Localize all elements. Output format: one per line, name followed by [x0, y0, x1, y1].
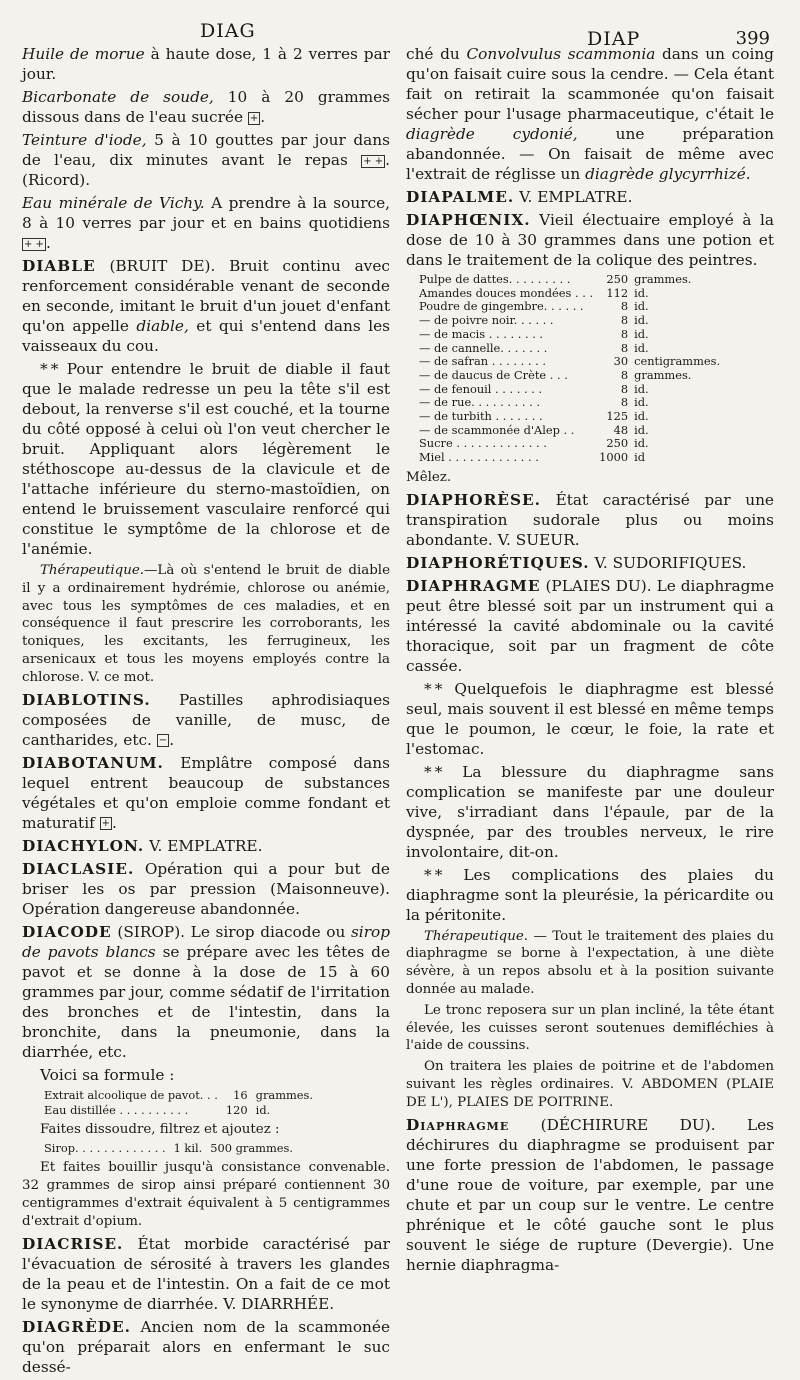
formula-row	[416, 300, 723, 314]
term: Convolvulus scammonia	[466, 45, 656, 63]
formula-row	[416, 287, 723, 301]
unit: id.	[255, 1102, 271, 1117]
unit: id.	[634, 285, 649, 300]
text: à haute dose, 1 à 2 verres par jour.	[22, 45, 390, 83]
formula-row	[416, 314, 723, 328]
formula-row	[416, 451, 723, 465]
unit: id.	[634, 299, 649, 314]
paragraph: Mêlez.	[406, 469, 452, 485]
ingredient-name: Sirop. . . . . . . . . . . . .	[44, 1141, 166, 1156]
formula-table-2	[40, 1141, 297, 1156]
headword: DIACLASIE.	[22, 859, 135, 878]
page-number: 399	[735, 28, 770, 49]
quantity: 8	[620, 299, 629, 314]
paragraph	[22, 359, 390, 559]
paragraph	[22, 562, 390, 687]
headword: DIACODE	[22, 922, 112, 941]
headword: DIACHYLON.	[22, 836, 145, 855]
text: Les déchirures du diaphragme se produisent par une forte pression de l'abdomen, le passage d'une roue de voiture, par exemple, par une chute et par un coup sur le ventre. Le centre phrénique et le côté gauche sont le plus souvent le siége de rupture (Devergie). Une hernie diaphragma-	[406, 1115, 774, 1274]
ingredient-name: Extrait alcoolique de pavot. . .	[44, 1087, 218, 1102]
ingredient-name: — de scammonée d'Alep . .	[419, 422, 575, 437]
text: A prendre à la source, 8 à 10 verres par jour et en bains quotidiens	[22, 194, 390, 232]
plus-box-icon: +	[249, 112, 259, 124]
paragraph: Et faites bouillir jusqu'à consistance convenable. 32 grammes de sirop ainsi préparé contiennent 30 centigrammes d'extrait équivalent à 5 centigrammes d'extrait d'opium.	[22, 1160, 390, 1229]
formula-row	[416, 273, 723, 287]
header-right-word: DIAP	[587, 28, 641, 50]
text: Opération qui a pour but de briser les os par pression (Maisonneuve). Opération dangereuse abandonnée.	[22, 859, 390, 918]
term: Bicarbonate de soude,	[22, 88, 214, 106]
headword: DIAGRÈDE.	[22, 1317, 131, 1336]
entry-diagrede	[22, 1317, 390, 1377]
formula-row	[416, 355, 723, 369]
paragraph: On traitera les plaies de poitrine et de l'abdomen suivant les règles ordinaires. V. ABDOMEN (PLAIE DE L'), PLAIES DE POITRINE.	[406, 1059, 774, 1110]
subhead: (SIROP).	[117, 922, 186, 941]
text: une préparation abandonnée. — On faisait de même avec l'extrait de réglisse un	[406, 125, 774, 183]
text: V. EMPLATRE.	[519, 188, 633, 206]
formula-row	[416, 410, 723, 424]
entry-diaphragme	[406, 576, 774, 676]
formula-row	[416, 437, 723, 451]
headword: DIAPALME.	[406, 188, 515, 206]
quantity: 30	[613, 354, 629, 369]
unit: centigrammes.	[634, 354, 721, 369]
entry-diagrede-cont	[406, 44, 774, 184]
unit: id.	[634, 395, 649, 410]
running-header	[22, 14, 774, 50]
quantity: 125	[606, 409, 629, 424]
unit: id.	[634, 436, 649, 451]
quantity: 1000	[599, 450, 629, 465]
ingredient-name: — de daucus de Crète . . .	[419, 367, 568, 382]
quantity: 250	[606, 436, 629, 451]
double-plus-box-icon: + +	[363, 155, 384, 167]
unit: grammes.	[634, 367, 692, 382]
quantity: 8	[620, 367, 629, 382]
headword: DIAPHORÉTIQUES.	[406, 553, 590, 572]
unit: id.	[634, 313, 649, 328]
paragraph	[406, 865, 774, 925]
ingredient-name: Miel . . . . . . . . . . . . .	[419, 450, 539, 465]
ingredient-name: — de fenouil . . . . . . .	[419, 381, 543, 396]
term: Thérapeutique.	[424, 928, 529, 944]
ingredient-name: — de macis . . . . . . . .	[419, 326, 544, 341]
text: — Tout le traitement des plaies du diaphragme se borne à l'expectation, à une diète sévère, à un repos absolu et à la position suivante donnée au malade.	[406, 928, 774, 998]
entry-diabotanum: DIABOTANUM. Emplâtre composé dans lequel entrent beaucoup de substances végétales et qu'on emploie comme fondant et maturatif + .	[22, 753, 390, 832]
left-column	[22, 44, 390, 1380]
quantity: 112	[606, 285, 629, 300]
term: diable,	[136, 317, 189, 335]
quantity: 120	[225, 1102, 248, 1117]
text: Le diaphragme peut être blessé soit par un instrument qui a intéressé la cavité abdominale ou la cavité thoracique, soit par un fragment de côte cassée.	[406, 576, 774, 675]
ingredient-name: — de rue. . . . . . . . . .	[419, 395, 540, 410]
entry-vichy: Eau minérale de Vichy. A prendre à la source, 8 à 10 verres par jour et en bains quotidiens + + .	[22, 194, 390, 252]
term: Teinture d'iode,	[22, 131, 147, 149]
quantity: 8	[620, 340, 629, 355]
text: Emplâtre composé dans lequel entrent beaucoup de substances végétales et qu'on emploie comme fondant et maturatif	[22, 753, 390, 832]
formula-row	[40, 1141, 297, 1156]
text: (Ricord).	[22, 171, 91, 189]
ingredient-name: Eau distillée . . . . . . . . . .	[44, 1102, 189, 1117]
asterism-icon: * *	[424, 679, 443, 698]
formula-row	[40, 1088, 317, 1103]
text: Pastilles aphrodisiaques composées de vanille, de musc, de cantharides, etc.	[22, 690, 390, 749]
text: État caractérisé par une transpiration sudorale plus ou moins abondante. V. SUEUR.	[406, 490, 774, 549]
unit: id	[634, 450, 646, 465]
entry-diacode	[22, 922, 390, 1062]
headword: DIAPHORÈSE.	[406, 490, 541, 509]
quantity: 16	[233, 1087, 248, 1102]
term: sirop de pavots blancs	[22, 922, 391, 961]
entry-diaphragme-dechirure	[406, 1115, 774, 1275]
text: V. SUDORIFIQUES.	[594, 553, 747, 572]
headword: DIABLE	[22, 257, 96, 275]
headword: DIABOTANUM.	[22, 753, 164, 772]
ingredient-name: Poudre de gingembre. . . . . .	[419, 299, 584, 314]
paragraph: Le tronc reposera sur un plan incliné, la tête étant élevée, les cuisses seront soutenues demifléchies à l'aide de coussins.	[406, 1002, 774, 1054]
text: La blessure du diaphragme sans complication se manifeste par une douleur vive, s'irradiant dans l'épaule, par de la dyspnée, par des troubles nerveux, le rire involontaire, dit-on.	[406, 762, 774, 861]
quantity: 8	[620, 381, 629, 396]
text: ché du	[406, 45, 460, 63]
text: État morbide caractérisé par l'évacuation de sérosité à travers les glandes de la peau et de l'intestin. On a fait de ce mot le synonyme de diarrhée. V. DIARRHÉE.	[22, 1234, 390, 1313]
term: Eau minérale de Vichy.	[22, 194, 205, 212]
text: Les complications des plaies du diaphragme sont la pleurésie, la péricardite ou la péritonite.	[406, 865, 774, 924]
formula-row	[416, 396, 723, 410]
text: Quelquefois le diaphragme est blessé seul, mais souvent il est blessé en même temps que le poumon, le cœur, le foie, la rate et l'estomac.	[406, 679, 774, 758]
text: Bruit continu avec renforcement considérable venant de seconde en seconde, imitant le bruit d'un jouet d'enfant qu'on appelle	[22, 257, 390, 335]
paragraph: Voici sa formule :	[40, 1065, 175, 1084]
formula-table-1	[40, 1088, 317, 1118]
text: dans un coing qu'on faisait cuire sous la cendre. — Cela étant fait on retirait la scammonée qu'on faisait sécher pour l'usage pharmaceutique, c'était le	[406, 45, 774, 123]
subhead: (PLAIES DU).	[545, 576, 652, 595]
entry-diaphorese	[406, 490, 774, 550]
double-plus-box-icon: + +	[24, 238, 44, 250]
asterism-icon: * *	[40, 360, 59, 378]
unit: id.	[634, 422, 649, 437]
unit: grammes.	[634, 272, 692, 286]
headword: Diaphragme	[406, 1115, 510, 1134]
term: Thérapeutique.	[40, 563, 145, 578]
text: 5 à 10 gouttes par jour dans de l'eau, dix minutes avant le repas	[22, 131, 390, 169]
quantity: 8	[620, 395, 629, 410]
ingredient-name: — de poivre noir. . . . . .	[419, 313, 554, 328]
asterism-icon: * *	[424, 865, 443, 884]
entry-diaphoretiques	[406, 553, 774, 573]
formula-row	[416, 328, 723, 342]
plus-box-icon: +	[101, 818, 111, 830]
formula-row	[40, 1103, 317, 1118]
headword: DIACRISE.	[22, 1234, 124, 1253]
unit: grammes.	[255, 1087, 314, 1102]
text: Pour entendre le bruit de diable il faut que le malade redresse un peu la tête s'il est debout, la renverse s'il est couché, et la tourne du côté opposé à celui où l'on veut chercher le bruit. Appliquant alors légèrement le stéthoscope au-dessus de la clavicule et de l'attache inférieure du sterno-mastoïdien, on entend le bruissement vasculaire renforcé qui constitue le symptôme de la chlorose et de l'anémie.	[22, 360, 390, 558]
paragraph	[406, 928, 774, 999]
entry-huile	[22, 44, 390, 84]
text: Vieil électuaire employé à la dose de 10 à 30 grammes dans une potion et dans le traitement de la colique des peintres.	[406, 211, 774, 269]
ingredient-name: Sucre . . . . . . . . . . . . .	[419, 436, 547, 451]
minus-box-icon: −	[158, 735, 168, 747]
subhead: (BRUIT DE).	[109, 257, 216, 275]
quantity: 1 kil.	[173, 1141, 203, 1156]
ingredient-name: Pulpe de dattes. . . . . . . . .	[419, 272, 571, 286]
unit: id.	[634, 381, 649, 396]
entry-diable	[22, 256, 390, 356]
ingredient-name: — de safran . . . . . . . .	[419, 354, 547, 369]
headword: DIAPHRAGME	[406, 576, 541, 595]
entry-diaphoenix	[406, 210, 774, 270]
text: Le sirop diacode ou	[190, 922, 346, 941]
text: se prépare avec les têtes de pavot et se donne à la dose de 15 à 60 grammes par jour, comme sédatif de l'irritation des bronches et de l'intestin, dans la bronchite, dans la pneumonie, dans la diarrhée, etc.	[22, 942, 390, 1061]
text: et qui s'entend dans les vaisseaux du cou.	[22, 317, 390, 355]
headword: DIABLOTINS.	[22, 690, 151, 709]
quantity: 250	[606, 272, 629, 286]
unit: id.	[634, 409, 649, 424]
entry-diapalme	[406, 187, 774, 207]
term: Huile de morue	[22, 45, 145, 63]
term: diagrède cydonié,	[406, 125, 578, 143]
entry-diacrise	[22, 1234, 390, 1314]
unit: id.	[634, 340, 649, 355]
text: 10 à 20 grammes dissous dans de l'eau sucrée	[22, 88, 390, 126]
entry-diachylon	[22, 836, 390, 856]
recipe-table	[416, 273, 723, 465]
subhead: (DÉCHIRURE DU).	[540, 1115, 716, 1134]
right-column	[406, 44, 774, 1380]
ingredient-name: Amandes douces mondées . . .	[419, 285, 594, 300]
entry-diaclasie	[22, 859, 390, 919]
entry-teinture: Teinture d'iode, 5 à 10 gouttes par jour dans de l'eau, dix minutes avant le repas + + . (Ricord).	[22, 131, 390, 189]
formula-row	[416, 383, 723, 397]
text: V. EMPLATRE.	[149, 836, 263, 855]
paragraph	[406, 679, 774, 759]
entry-bicarbonate: Bicarbonate de soude, 10 à 20 grammes dissous dans de l'eau sucrée + .	[22, 88, 390, 126]
unit: 500 grammes.	[210, 1141, 293, 1156]
header-left-word: DIAG	[200, 20, 256, 42]
headword: DIAPHŒNIX.	[406, 211, 531, 229]
quantity: 48	[613, 422, 629, 437]
paragraph	[406, 762, 774, 862]
asterism-icon: * *	[424, 762, 443, 781]
formula-row	[416, 424, 723, 438]
quantity: 8	[620, 326, 629, 341]
ingredient-name: — de turbith . . . . . . .	[419, 409, 543, 424]
text: Ancien nom de la scammonée qu'on préparait alors en enfermant le suc dessé-	[22, 1317, 390, 1376]
formula-row	[416, 342, 723, 356]
term: diagrède glycyrrhizé.	[585, 165, 751, 183]
ingredient-name: — de cannelle. . . . . . .	[419, 340, 548, 355]
unit: id.	[634, 326, 649, 341]
paragraph: Faites dissoudre, filtrez et ajoutez :	[40, 1121, 280, 1137]
quantity: 8	[620, 313, 629, 328]
formula-row	[416, 369, 723, 383]
text: —Là où s'entend le bruit de diable il y a ordinairement hydrémie, chlorose ou anémie, avec tous les symptômes de ces maladies, et en conséquence il faut prescrire les corroborants, les toniques, les excitants, les ferrugineux, les arsenicaux et tous les moyens employés contre la chlorose. V. ce mot.	[22, 563, 390, 685]
entry-diablotins: DIABLOTINS. Pastilles aphrodisiaques composées de vanille, de musc, de cantharides, etc. − .	[22, 690, 390, 749]
